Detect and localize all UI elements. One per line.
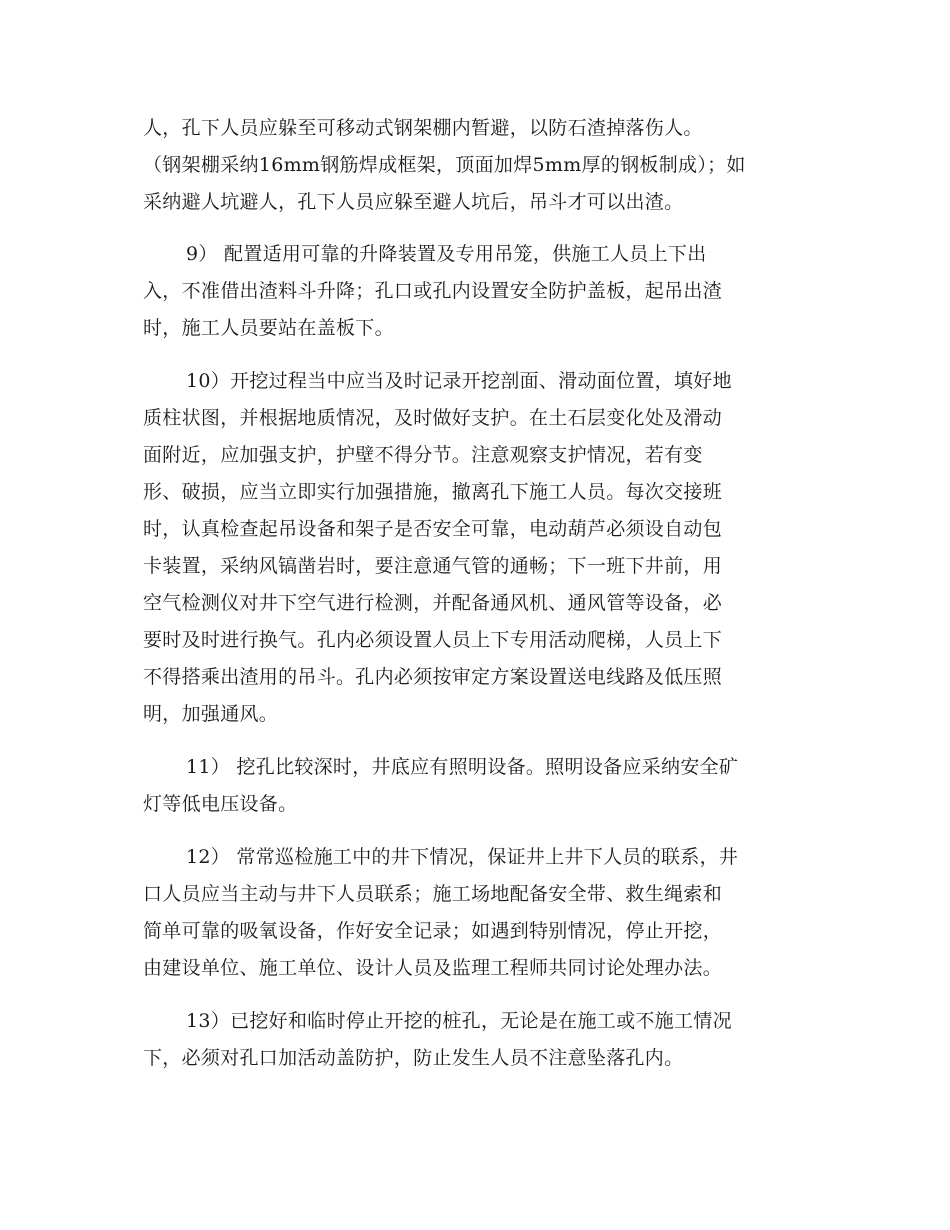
text-line: 口人员应当主动与井下人员联系；施工场地配备安全带、救生绳索和 bbox=[143, 883, 723, 905]
text-line: 采纳避人坑避人，孔下人员应躲至避人坑后，吊斗才可以出渣。 bbox=[143, 191, 684, 213]
text-line: 灯等低电压设备。 bbox=[143, 793, 298, 815]
text-line: 由建设单位、施工单位、设计人员及监理工程师共同讨论处理办法。 bbox=[143, 957, 723, 979]
text-line: 空气检测仪对井下空气进行检测，并配备通风机、通风管等设备，必 bbox=[143, 592, 723, 614]
text-line: 质柱状图，并根据地质情况，及时做好支护。在土石层变化处及滑动 bbox=[143, 407, 723, 429]
text-line: 时，认真检查起吊设备和架子是否安全可靠，电动葫芦必须设自动包 bbox=[143, 518, 723, 540]
text-line: 12） 常常巡检施工中的井下情况，保证井上井下人员的联系，井 bbox=[186, 846, 739, 868]
text-line: （钢架棚采纳16mm钢筋焊成框架，顶面加焊5mm厚的钢板制成）；如 bbox=[143, 154, 746, 176]
text-line: 下，必须对孔口加活动盖防护，防止发生人员不注意坠落孔内。 bbox=[143, 1047, 684, 1069]
text-line: 形、破损，应当立即实行加强措施，撤离孔下施工人员。每次交接班 bbox=[143, 481, 723, 503]
text-line: 11） 挖孔比较深时，井底应有照明设备。照明设备应采纳安全矿 bbox=[186, 756, 739, 778]
text-line: 简单可靠的吸氧设备，作好安全记录；如遇到特别情况，停止开挖， bbox=[143, 920, 723, 942]
text-line: 明，加强通风。 bbox=[143, 703, 279, 725]
text-line: 面附近，应加强支护，护壁不得分节。注意观察支护情况，若有变 bbox=[143, 444, 703, 466]
text-line: 时，施工人员要站在盖板下。 bbox=[143, 317, 394, 339]
text-line: 9） 配置适用可靠的升降装置及专用吊笼，供施工人员上下出 bbox=[186, 243, 707, 265]
text-line: 10）开挖过程当中应当及时记录开挖剖面、滑动面位置，填好地 bbox=[186, 370, 732, 392]
text-line: 卡装置，采纳风镐凿岩时，要注意通气管的通畅；下一班下井前，用 bbox=[143, 555, 723, 577]
text-line: 13）已挖好和临时停止开挖的桩孔，无论是在施工或不施工情况 bbox=[186, 1010, 732, 1032]
text-line: 入，不准借出渣料斗升降；孔口或孔内设置安全防护盖板，起吊出渣 bbox=[143, 280, 723, 302]
text-line: 不得搭乘出渣用的吊斗。孔内必须按审定方案设置送电线路及低压照 bbox=[143, 666, 723, 688]
text-line: 要时及时进行换气。孔内必须设置人员上下专用活动爬梯，人员上下 bbox=[143, 629, 723, 651]
text-line: 人，孔下人员应躲至可移动式钢架棚内暂避，以防石渣掉落伤人。 bbox=[143, 117, 703, 139]
